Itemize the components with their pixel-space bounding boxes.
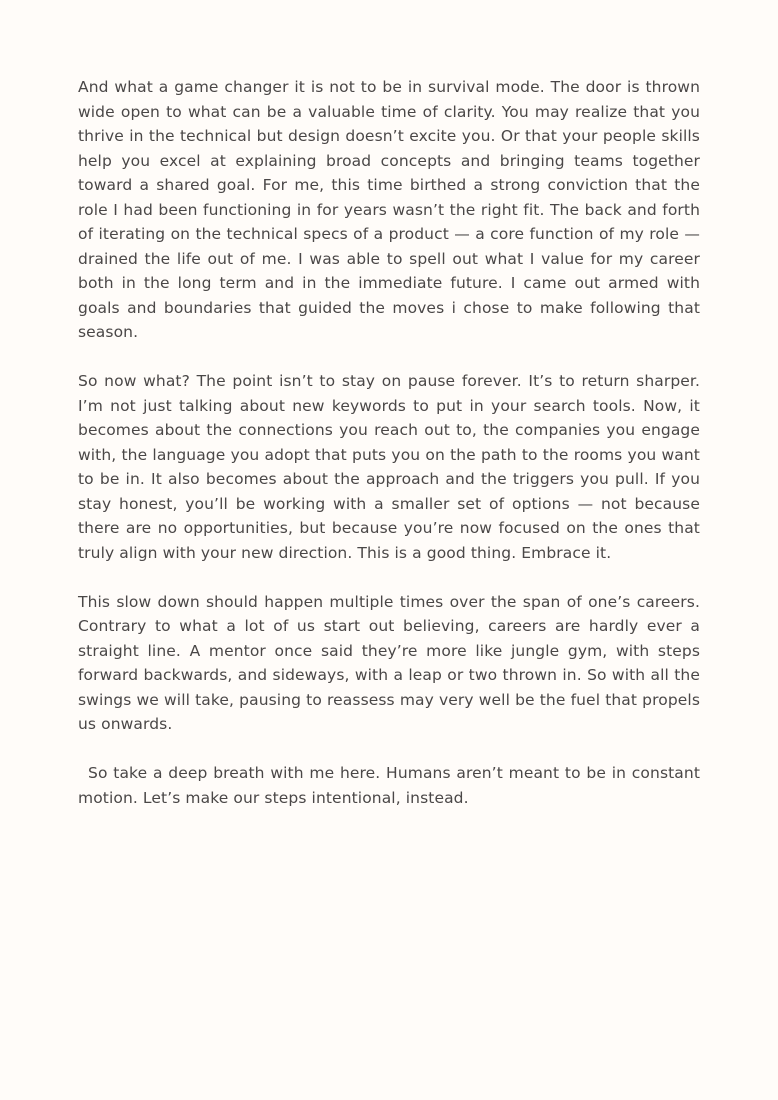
paragraph-3: This slow down should happen multiple times over the span of one’s careers. Contrary to what a lot of us start out believing, careers are hardly ever a straight line. A mentor once said they’re more like jungle gym, with steps forward backwards, and sideways, with a leap or two thrown in. So with all the swings we will take, pausing to reassess may very well be the fuel that propels us onwards. — [78, 592, 700, 733]
document-page — [78, 75, 700, 835]
paragraph-1: And what a game changer it is not to be in survival mode. The door is thrown wide open to what can be a valuable time of clarity. You may realize that you thrive in the technical but design doesn’t excite you. Or that your people skills help you excel at explaining broad concepts and bringing teams together toward a shared goal. For me, this time birthed a strong conviction that the role I had been functioning in for years wasn’t the right fit. The back and forth of iterating on the technical specs of a product — a core function of my role — drained the life out of me. I was able to spell out what I value for my career both in the long term and in the immediate future. I came out armed with goals and boundaries that guided the moves i chose to make following that season. — [78, 78, 700, 341]
paragraph-2: So now what? The point isn’t to stay on pause forever. It’s to return sharper. I’m not just talking about new keywords to put in your search tools. Now, it becomes about the connections you reach out to, the companies you engage with, the language you adopt that puts you on the path to the rooms you want to be in. It also becomes about the approach and the triggers you pull. If you stay honest, you’ll be working with a smaller set of options — not because there are no opportunities, but because you’re now focused on the ones that truly align with your new direction. This is a good thing. Embrace it. — [78, 372, 700, 562]
paragraph-4: So take a deep breath with me here. Humans aren’t meant to be in constant motion. Let’s make our steps intentional, instead. — [78, 764, 700, 807]
